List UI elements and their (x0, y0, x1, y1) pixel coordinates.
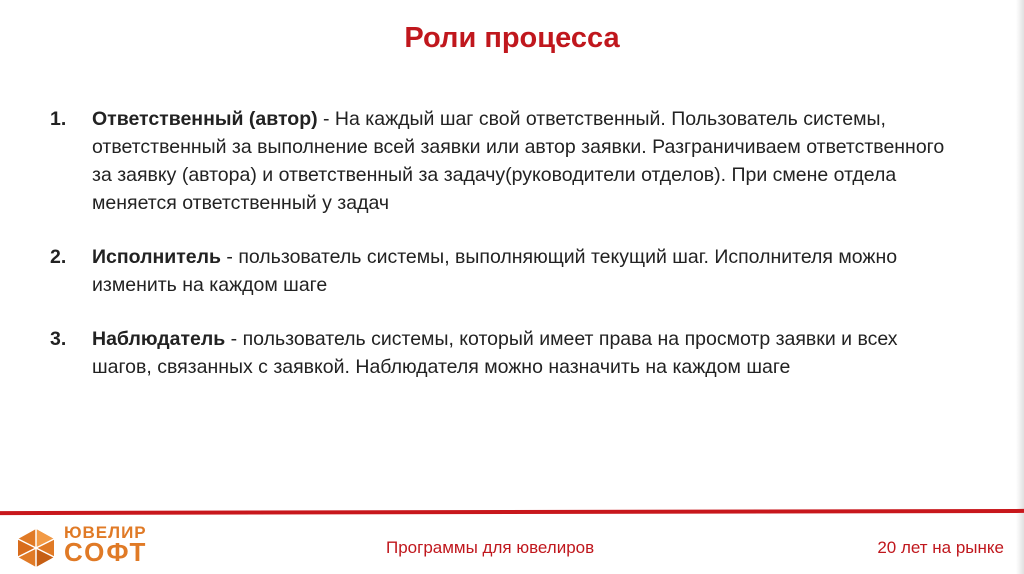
item-number: 3. (50, 328, 67, 350)
item-number: 1. (50, 108, 67, 130)
list-item (50, 105, 950, 217)
item-description: - пользователь системы, выполняющий текущий шаг. Исполнителя можно изменить на каждом шаге (92, 246, 898, 296)
company-logo (14, 523, 174, 569)
item-description: - На каждый шаг свой ответственный. Пользователь системы, ответственный за выполнение всей заявки или автор заявки. Разграничиваем ответственного за заявку (автора) и ответственный за задачу(руководители отделов). При смене отдела меняется ответственный у задач (92, 108, 945, 214)
footer-years: 20 лет на рынке (877, 538, 1004, 557)
item-description: - пользователь системы, который имеет права на просмотр заявки и всех шагов, связанных с заявкой. Наблюдателя можно назначить на каждом шаге (92, 328, 898, 378)
logo-hexagon-icon (14, 527, 58, 567)
logo-text-line2: СОФТ (64, 537, 148, 567)
item-term: Ответственный (автор) (92, 108, 318, 130)
item-term: Наблюдатель (92, 328, 226, 350)
footer-tagline: Программы для ювелиров (386, 538, 595, 557)
roles-list (50, 105, 950, 407)
logo-text-line1: ЮВЕЛИР (64, 523, 147, 542)
slide-edge-shadow (1016, 0, 1024, 574)
slide-title: Роли процесса (404, 22, 620, 54)
item-number: 2. (50, 246, 67, 268)
list-item (50, 325, 950, 381)
item-text (92, 243, 950, 299)
list-item (50, 243, 950, 299)
item-text (92, 105, 950, 217)
item-text (92, 325, 950, 381)
item-term: Исполнитель (92, 246, 221, 268)
footer-divider (0, 509, 1024, 515)
